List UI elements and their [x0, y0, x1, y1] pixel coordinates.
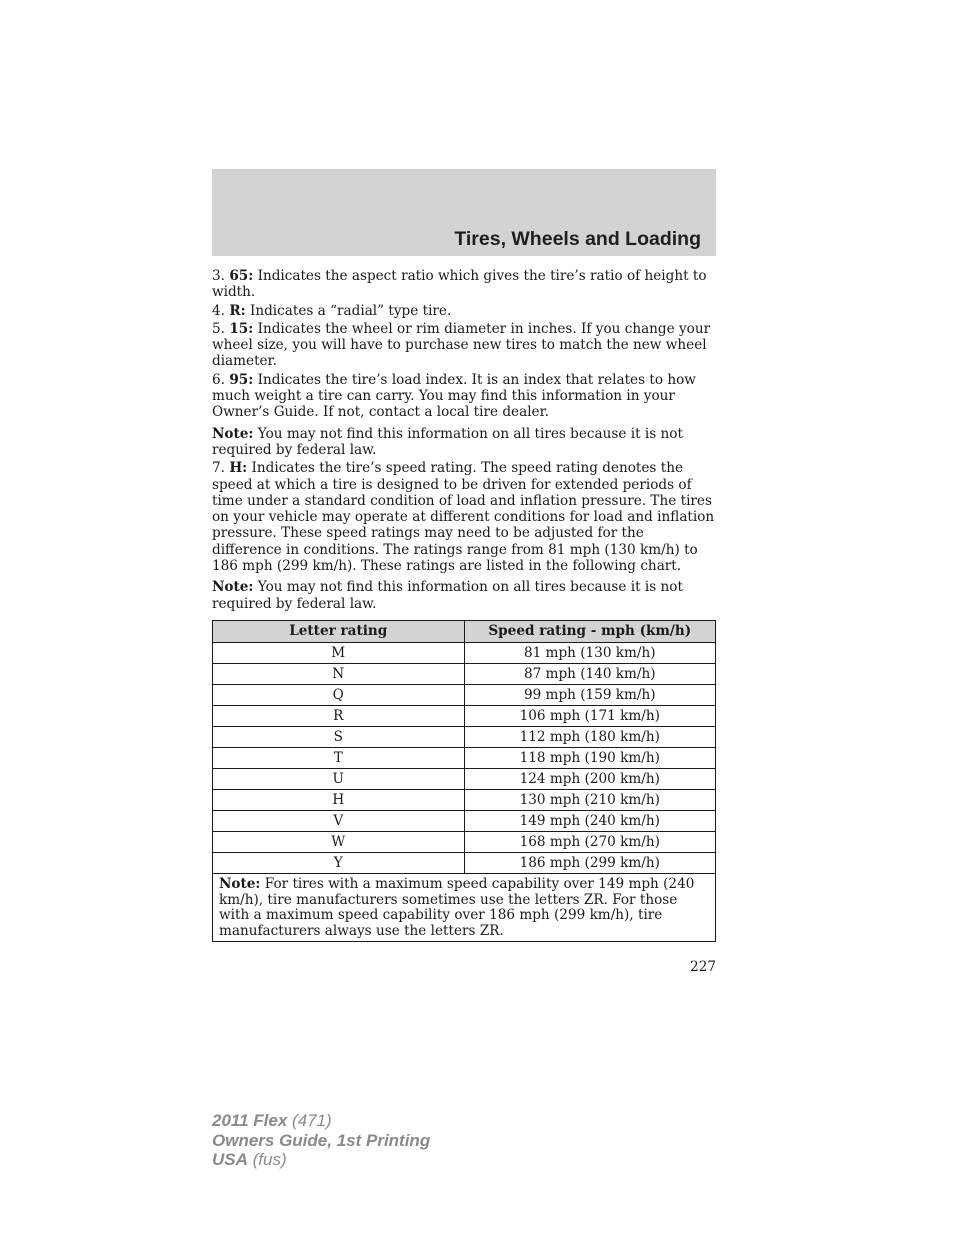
letter-cell: Q [213, 684, 465, 705]
section-title: Tires, Wheels and Loading [454, 228, 701, 250]
footer-market: USA [212, 1150, 248, 1169]
note-text: For tires with a maximum speed capability over 149 mph (240 km/h), tire manufacturers sometimes use the letters ZR. For those with a maximum speed capability over 186 mph (299 km/h), tire manufacturers always use the letters ZR. [219, 875, 695, 939]
footer-printing: Owners Guide, 1st Printing [212, 1130, 431, 1150]
table-footnote-row [213, 873, 716, 941]
table-row [213, 768, 716, 789]
item-number: 6. [212, 371, 225, 388]
table-row [213, 684, 716, 705]
speed-cell: 81 mph (130 km/h) [464, 642, 716, 663]
item-text: Indicates the aspect ratio which gives the tire’s ratio of height to width. [212, 268, 707, 301]
letter-cell: N [213, 663, 465, 684]
speed-cell: 112 mph (180 km/h) [464, 726, 716, 747]
speed-cell: 99 mph (159 km/h) [464, 684, 716, 705]
list-item [212, 372, 716, 421]
speed-rating-table [212, 620, 716, 942]
table-row [213, 705, 716, 726]
table-row [213, 789, 716, 810]
footer-model: 2011 Flex [212, 1111, 288, 1130]
table-row [213, 642, 716, 663]
footer-line-printing [212, 1131, 430, 1151]
item-label: R: [229, 302, 246, 319]
footer-market-code: (fus) [252, 1150, 287, 1169]
table-row [213, 663, 716, 684]
letter-cell: M [213, 642, 465, 663]
letter-cell: H [213, 789, 465, 810]
table-row [213, 747, 716, 768]
list-item [212, 321, 716, 370]
footer-imprint [212, 1111, 430, 1170]
table-footnote [213, 873, 716, 941]
speed-cell: 186 mph (299 km/h) [464, 852, 716, 873]
item-number: 5. [212, 320, 225, 337]
item-number: 7. [212, 460, 225, 477]
note-text: You may not find this information on all tires because it is not required by federal law. [212, 579, 683, 612]
item-text: Indicates a “radial” type tire. [249, 302, 452, 319]
page-content [212, 268, 716, 942]
letter-cell: S [213, 726, 465, 747]
item-text: Indicates the wheel or rim diameter in inches. If you change your wheel size, you will have to purchase new tires to match the new wheel diameter. [212, 320, 711, 370]
item-number: 3. [212, 268, 225, 284]
list-item [212, 460, 716, 574]
speed-cell: 149 mph (240 km/h) [464, 810, 716, 831]
speed-cell: 168 mph (270 km/h) [464, 831, 716, 852]
table-header-row [213, 620, 716, 642]
section-header-band [212, 169, 716, 256]
item-label: 95: [229, 371, 254, 388]
table-row [213, 831, 716, 852]
speed-cell: 106 mph (171 km/h) [464, 705, 716, 726]
list-item [212, 268, 716, 301]
note-paragraph [212, 426, 716, 459]
speed-cell: 124 mph (200 km/h) [464, 768, 716, 789]
item-label: H: [229, 460, 248, 477]
note-label: Note: [219, 875, 261, 892]
column-header-speed-rating: Speed rating - mph (km/h) [464, 620, 716, 642]
speed-cell: 130 mph (210 km/h) [464, 789, 716, 810]
item-label: 65: [229, 268, 254, 284]
table-row [213, 810, 716, 831]
note-label: Note: [212, 425, 254, 442]
table-row [213, 852, 716, 873]
item-label: 15: [229, 320, 254, 337]
speed-cell: 118 mph (190 km/h) [464, 747, 716, 768]
note-text: You may not find this information on all tires because it is not required by federal law. [212, 425, 683, 458]
letter-cell: T [213, 747, 465, 768]
item-text: Indicates the tire’s load index. It is an index that relates to how much weight a tire can carry. You may find this information in your Owner’s Guide. If not, contact a local tire dealer. [212, 371, 696, 421]
speed-cell: 87 mph (140 km/h) [464, 663, 716, 684]
letter-cell: U [213, 768, 465, 789]
note-paragraph [212, 579, 716, 612]
item-text: Indicates the tire’s speed rating. The speed rating denotes the speed at which a tire is designed to be driven for extended periods of time under a standard condition of load and inflation pressure. The tires on your vehicle may operate at different conditions for load and inflation pressure. These speed ratings may need to be adjusted for the difference in conditions. The ratings range from 81 mph (130 km/h) to 186 mph (299 km/h). These ratings are listed in the following chart. [212, 460, 715, 575]
list-item [212, 303, 716, 319]
letter-cell: W [213, 831, 465, 852]
note-label: Note: [212, 579, 254, 596]
footer-line-model [212, 1111, 430, 1131]
item-number: 4. [212, 302, 225, 319]
footer-line-market [212, 1150, 430, 1170]
column-header-letter-rating: Letter rating [213, 620, 465, 642]
footer-model-code: (471) [292, 1111, 332, 1130]
letter-cell: R [213, 705, 465, 726]
letter-cell: Y [213, 852, 465, 873]
page-number: 227 [690, 959, 716, 975]
table-row [213, 726, 716, 747]
letter-cell: V [213, 810, 465, 831]
